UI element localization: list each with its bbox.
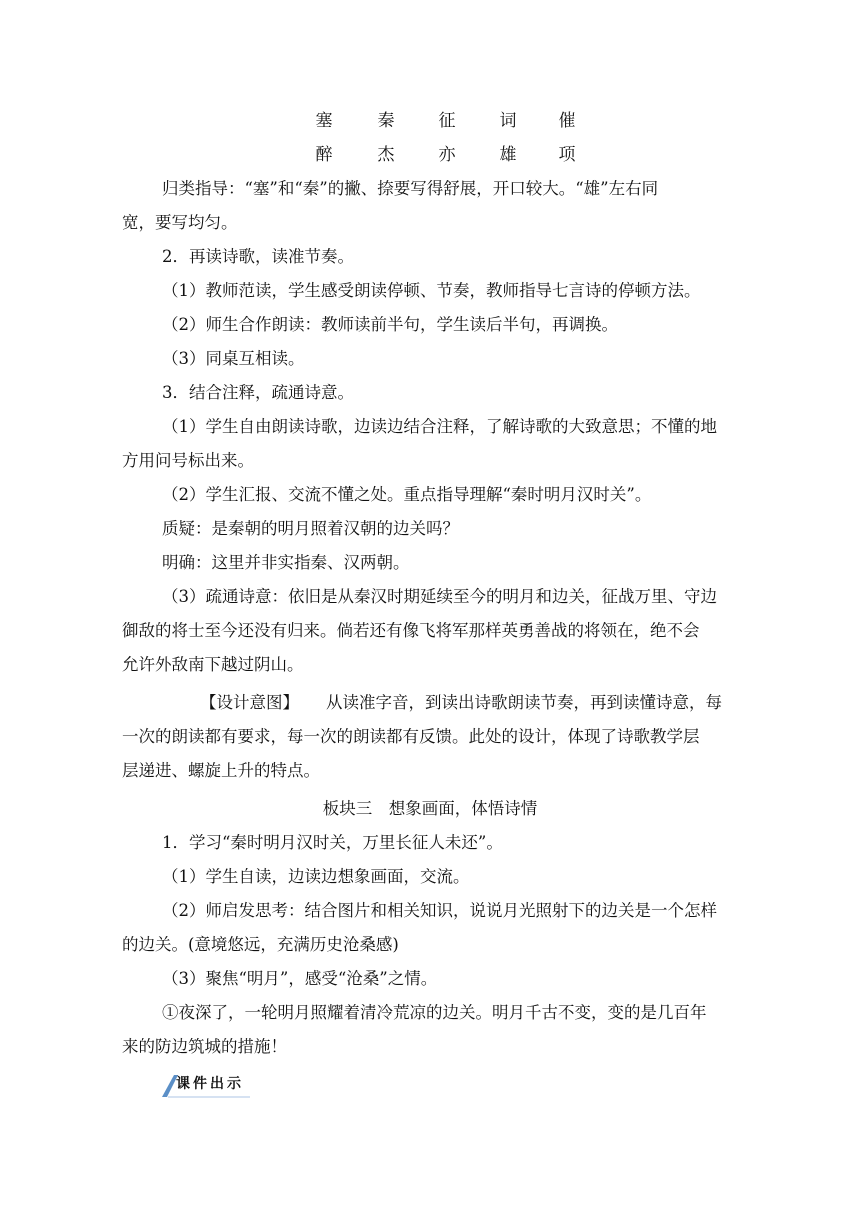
paragraph-line: （3）同桌互相读。	[162, 349, 305, 368]
design-intent-tag: 【设计意图】	[200, 693, 299, 712]
character: 醉	[315, 145, 333, 165]
paragraph-line: （1）学生自读，边读边想象画面，交流。	[162, 867, 470, 886]
paragraph-line: （2）学生汇报、交流不懂之处。重点指导理解“秦时明月汉时关”。	[162, 485, 652, 504]
character: 征	[438, 111, 456, 131]
paragraph-line: （2）师生合作朗读：教师读前半句，学生读后半句，再调换。	[162, 315, 618, 334]
character: 秦	[377, 111, 395, 131]
character: 亦	[438, 145, 456, 165]
character-row-2	[0, 140, 860, 170]
section-heading: 板块三 想象画面，体悟诗情	[322, 799, 538, 818]
paragraph-line: 明确：这里并非实指秦、汉两朝。	[162, 553, 410, 572]
step-heading: 3．结合注释，疏通诗意。	[162, 383, 354, 402]
paragraph-line: 宽，要写均匀。	[122, 213, 238, 232]
paragraph-line: 御敌的将士至今还没有归来。倘若还有像飞将军那样英勇善战的将领在，绝不会	[122, 621, 700, 640]
character: 项	[558, 145, 576, 165]
paragraph-line: 来的防边筑城的措施！	[122, 1037, 287, 1056]
courseware-label: 课件出示	[176, 1076, 244, 1092]
character: 雄	[499, 145, 517, 165]
paragraph-line: 层递进、螺旋上升的特点。	[122, 761, 320, 780]
paragraph-line: （2）师启发思考：结合图片和相关知识，说说月光照射下的边关是一个怎样	[162, 901, 717, 920]
paragraph-line: （1）学生自由朗读诗歌，边读边结合注释，了解诗歌的大致意思；不懂的地	[162, 417, 717, 436]
paragraph-line: ①夜深了，一轮明月照耀着清冷荒凉的边关。明月千古不变，变的是几百年	[162, 1003, 707, 1022]
paragraph-line: 允许外敌南下越过阴山。	[122, 655, 304, 674]
character-row-1	[0, 106, 860, 136]
paragraph-line: 从读准字音，到读出诗歌朗读节奏，再到读懂诗意，每	[326, 693, 722, 712]
step-heading: 2．再读诗歌，读准节奏。	[162, 247, 354, 266]
step-heading: 1．学习“秦时明月汉时关，万里长征人未还”。	[162, 833, 503, 852]
character: 词	[499, 111, 517, 131]
paragraph-line: 归类指导：“塞”和“秦”的撇、捺要写得舒展，开口较大。“雄”左右同	[162, 179, 659, 198]
paragraph-line: （3）聚焦“明月”，感受“沧桑”之情。	[162, 969, 438, 988]
paragraph-line: （1）教师范读，学生感受朗读停顿、节奏，教师指导七言诗的停顿方法。	[162, 281, 701, 300]
courseware-callout	[160, 1072, 270, 1098]
paragraph-line: （3）疏通诗意：依旧是从秦汉时期延续至今的明月和边关，征战万里、守边	[162, 587, 717, 606]
paragraph-line: 方用问号标出来。	[122, 451, 254, 470]
paragraph-line: 一次的朗读都有要求，每一次的朗读都有反馈。此处的设计，体现了诗歌教学层	[122, 727, 700, 746]
character: 催	[558, 111, 576, 131]
character: 杰	[377, 145, 395, 165]
paragraph-line: 的边关。(意境悠远，充满历史沧桑感)	[122, 935, 399, 954]
paragraph-line: 质疑：是秦朝的明月照着汉朝的边关吗？	[162, 519, 459, 538]
character: 塞	[315, 111, 333, 131]
